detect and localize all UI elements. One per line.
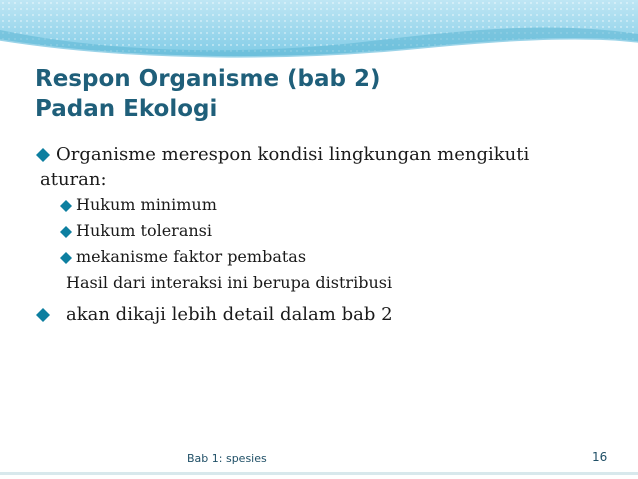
- slide-title: [35, 64, 615, 124]
- footer-divider: [0, 472, 638, 475]
- title-line-2: Padan Ekologi: [35, 96, 218, 122]
- diamond-bullet-icon: [60, 252, 72, 264]
- bullet-1-continuation: aturan:: [40, 169, 107, 190]
- sub-bullet-3: [36, 244, 616, 270]
- diamond-bullet-icon: [36, 308, 50, 322]
- header-wave-decoration: [0, 0, 638, 58]
- page-number: 16: [592, 450, 608, 464]
- bullet-2: [36, 302, 616, 328]
- sub-bullet-1: [36, 192, 616, 218]
- footer-text: Bab 1: spesies: [187, 452, 267, 465]
- sub-bullet-1-text: Hukum minimum: [76, 195, 217, 214]
- bullet-1: [36, 142, 616, 167]
- diamond-bullet-icon: [60, 226, 72, 238]
- sub-bullet-2: [36, 218, 616, 244]
- diamond-bullet-icon: [36, 148, 50, 162]
- sub-bullet-3-text: mekanisme faktor pembatas: [76, 247, 307, 266]
- sub-bullet-2-text: Hukum toleransi: [76, 221, 212, 240]
- title-line-1: Respon Organisme (bab 2): [35, 66, 381, 92]
- diamond-bullet-icon: [60, 200, 72, 212]
- bullet-2-text: akan dikaji lebih detail dalam bab 2: [66, 304, 393, 325]
- bullet-1-text: Organisme merespon kondisi lingkungan mengikuti: [56, 144, 530, 165]
- slide-content: [36, 142, 616, 328]
- sub-text: Hasil dari interaksi ini berupa distribusi: [66, 273, 393, 292]
